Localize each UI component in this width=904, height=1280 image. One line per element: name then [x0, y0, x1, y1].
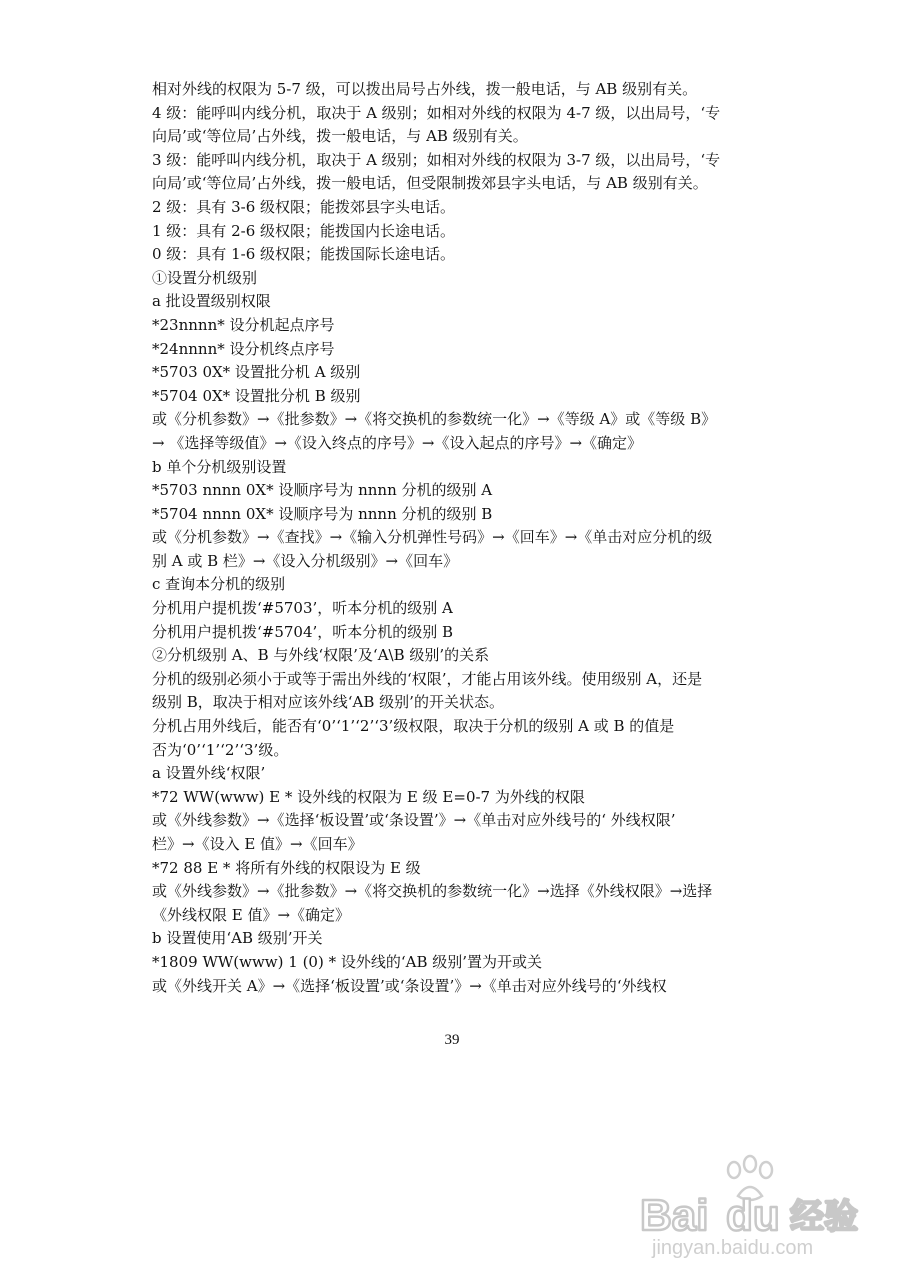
text-line: 或《外线开关 A》→《选择‘板设置’或‘条设置’》→《单击对应外线号的‘外线权 [152, 976, 667, 995]
text-line: 3 级：能呼叫内线分机，取决于 A 级别；如相对外线的权限为 3-7 级，以出局号，‘专 [152, 150, 721, 169]
text-line: 分机的级别必须小于或等于需出外线的‘权限’，才能占用该外线。使用级别 A，还是 [152, 669, 703, 688]
text-line: 否为‘0’‘1’‘2’‘3’级。 [152, 740, 289, 759]
text-line: 向局’或‘等位局’占外线，拨一般电话，但受限制拨郊县字头电话，与 AB 级别有关。 [152, 174, 708, 193]
section-heading: ①设置分机级别 [152, 268, 258, 287]
code-line: *72 WW(www) E * 设外线的权限为 E 级 E=0-7 为外线的权限 [152, 787, 585, 806]
baidu-jingyan-watermark-logo [638, 1150, 878, 1260]
subsection-heading: b 单个分机级别设置 [152, 457, 287, 476]
text-line: 0 级：具有 1-6 级权限；能拨国际长途电话。 [152, 245, 456, 264]
subsection-heading: b 设置使用‘AB 级别’开关 [152, 929, 323, 948]
page-number: 39 [444, 1032, 460, 1048]
svg-text:经验: 经验 [790, 1197, 858, 1237]
text-line: 栏》→《设入 E 值》→《回车》 [152, 835, 363, 853]
text-line: 级别 B，取决于相对应该外线‘AB 级别’的开关状态。 [152, 693, 504, 712]
code-line: *24nnnn* 设分机终点序号 [152, 339, 335, 358]
svg-text:Bai: Bai [640, 1191, 709, 1240]
text-line: 2 级：具有 3-6 级权限；能拨郊县字头电话。 [152, 197, 456, 216]
subsection-heading: c 查询本分机的级别 [152, 575, 286, 594]
text-line: 或《分机参数》→《批参数》→《将交换机的参数统一化》→《等级 A》或《等级 B》 [152, 410, 717, 429]
code-line: *23nnnn* 设分机起点序号 [152, 315, 335, 334]
svg-text:jingyan.baidu.com: jingyan.baidu.com [652, 1237, 814, 1259]
text-line: 分机用户提机拨‘#5704’，听本分机的级别 B [152, 622, 454, 641]
text-line: 分机用户提机拨‘#5703’，听本分机的级别 A [152, 599, 453, 618]
code-line: *5704 0X* 设置批分机 B 级别 [152, 386, 361, 405]
text-line: 向局’或‘等位局’占外线，拨一般电话，与 AB 级别有关。 [152, 127, 528, 146]
code-line: *5704 nnnn 0X* 设顺序号为 nnnn 分机的级别 B [152, 504, 493, 523]
svg-text:du: du [726, 1191, 780, 1240]
document-body [152, 78, 852, 998]
subsection-heading: a 批设置级别权限 [152, 292, 271, 311]
text-line: 相对外线的权限为 5-7 级，可以拨出局号占外线，拨一般电话，与 AB 级别有关。 [152, 80, 698, 98]
text-line: 别 A 或 B 栏》→《设入分机级别》→《回车》 [152, 551, 459, 570]
text-line: 或《外线参数》→《选择‘板设置’或‘条设置’》→《单击对应外线号的‘ 外线权限’ [152, 811, 676, 830]
code-line: *72 88 E * 将所有外线的权限设为 E 级 [152, 858, 421, 877]
section-heading: ②分机级别 A、B 与外线‘权限’及‘A\B 级别’的关系 [152, 646, 490, 665]
subsection-heading: a 设置外线‘权限’ [152, 764, 266, 783]
text-line: 4 级：能呼叫内线分机，取决于 A 级别；如相对外线的权限为 4-7 级，以出局号，‘专 [152, 103, 721, 122]
text-line: 分机占用外线后，能否有‘0’‘1’‘2’‘3’级权限，取决于分机的级别 A 或 B 的值是 [152, 717, 675, 736]
code-line: *1809 WW(www) 1 (0) * 设外线的‘AB 级别’置为开或关 [152, 952, 543, 971]
text-line: 《外线权限 E 值》→《确定》 [152, 905, 351, 924]
text-line: 1 级：具有 2-6 级权限；能拨国内长途电话。 [152, 221, 456, 240]
code-line: *5703 nnnn 0X* 设顺序号为 nnnn 分机的级别 A [152, 481, 493, 500]
text-line: 或《分机参数》→《查找》→《输入分机弹性号码》→《回车》→《单击对应分机的级 [152, 528, 713, 547]
text-line: → 《选择等级值》→《设入终点的序号》→《设入起点的序号》→《确定》 [152, 433, 643, 452]
text-line: 或《外线参数》→《批参数》→《将交换机的参数统一化》→选择《外线权限》→选择 [152, 882, 713, 901]
code-line: *5703 0X* 设置批分机 A 级别 [152, 363, 361, 382]
